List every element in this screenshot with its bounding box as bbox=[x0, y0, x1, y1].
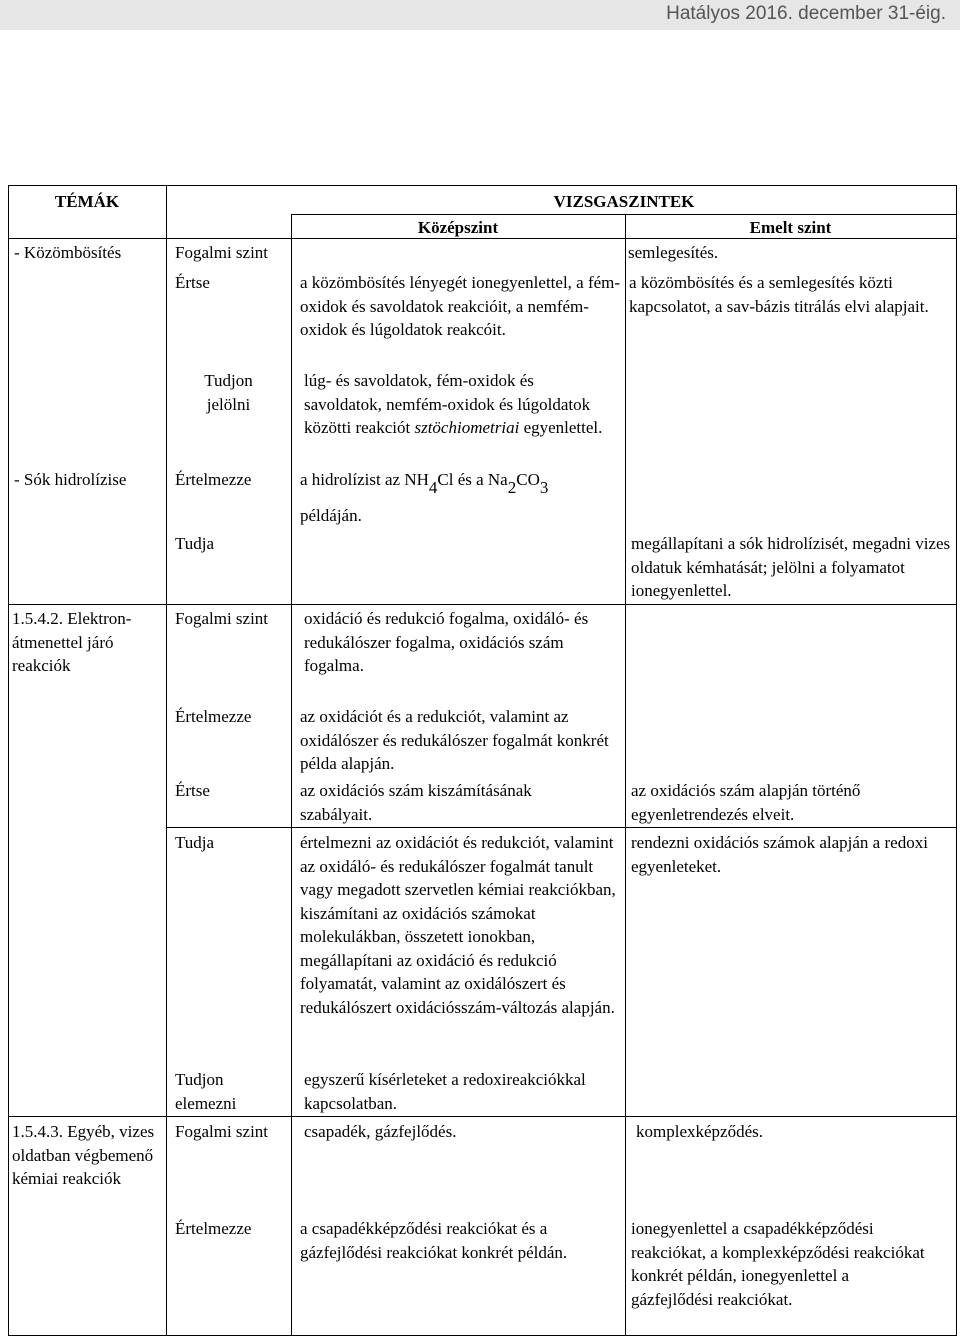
grid-line-kozep bbox=[625, 215, 626, 1336]
kozep-hidrolizis-ertelmezze bbox=[300, 468, 622, 497]
formula-text-b: Cl és a Na bbox=[437, 470, 508, 489]
validity-text: Hatályos 2016. december 31-éig. bbox=[666, 3, 946, 24]
kozep-elektron-ertse: az oxidációs szám kiszámításának szabályait. bbox=[300, 781, 532, 824]
emelt-elektron-tudja: rendezni oxidációs számok alapján a redoxi egyenleteket. bbox=[631, 833, 928, 876]
level-fogalmi-szint: Fogalmi szint bbox=[175, 243, 269, 262]
grid-line-right bbox=[956, 185, 957, 1336]
emelt-egyeb-ertelmezze: ionegyenlettel a csapadékképződési reakciókat, a komplexképződési reakciókat konkrét példán, ionegyenlettel a gázfejlődési reakciókat. bbox=[631, 1219, 925, 1309]
level-jelolni-word: jelölni bbox=[206, 394, 251, 414]
formula-text-a: a hidrolízist az NH bbox=[300, 470, 429, 489]
tudjon-text-italic: sztöchiometriai bbox=[414, 418, 520, 437]
tudjon-text-a: lúg- és savoldatok, fém-oxidok és savoldatok, nemfém-oxidok és lúgoldatok közötti reakciót bbox=[304, 371, 591, 437]
formula-text-c: CO bbox=[516, 470, 540, 489]
emelt-kozombosites-ertse: a közömbösítés és a semlegesítés közti kapcsolatot, a sav-bázis titrálás elvi alapjait. bbox=[629, 273, 929, 316]
level-ertse: Értse bbox=[175, 273, 210, 292]
grid-line-row-elektron bbox=[8, 604, 957, 605]
level-tudjon-word: Tudjon bbox=[204, 371, 253, 390]
emelt-hidrolizis-tudja: megállapítani a sók hidrolízisét, megadni vizes oldatuk kémhatását; jelölni a folyamatot ionegyenlettel. bbox=[631, 534, 951, 600]
tudjon-text-c: egyenlettel. bbox=[523, 418, 603, 437]
kozep-egyeb-ertelmezze: a csapadékképződési reakciókat és a gázfejlődési reakciókat konkrét példán. bbox=[300, 1219, 568, 1262]
header-temak: TÉMÁK bbox=[54, 192, 120, 211]
formula-sub-2: 2 bbox=[507, 478, 517, 497]
kozep-hidrolizis-peldajan: példáján. bbox=[300, 506, 362, 525]
grid-line-top bbox=[8, 185, 957, 186]
emelt-elektron-ertse: az oxidációs szám alapján történő egyenletrendezés elveit. bbox=[631, 781, 861, 824]
emelt-semlegesites: semlegesítés. bbox=[628, 243, 719, 262]
topic-egyeb-reakciok: 1.5.4.3. Egyéb, vizes oldatban végbemenő kémiai reakciók bbox=[12, 1122, 155, 1188]
grid-line-row-tudja bbox=[166, 827, 957, 828]
formula-sub-4: 4 bbox=[428, 478, 438, 497]
kozep-elektron-fogalmi: oxidáció és redukció fogalma, oxidáló- és redukálószer fogalma, oxidációs szám fogalma. bbox=[304, 609, 589, 675]
level-ertelmezze-hidrolizis: Értelmezze bbox=[175, 470, 252, 489]
validity-banner bbox=[0, 0, 960, 30]
kozep-elektron-tudjon: egyszerű kísérleteket a redoxireakciókkal kapcsolatban. bbox=[304, 1070, 586, 1113]
header-emelt-szint: Emelt szint bbox=[749, 218, 832, 237]
level-tudja-elektron: Tudja bbox=[175, 833, 215, 852]
level-fogalmi-egyeb: Fogalmi szint bbox=[175, 1122, 269, 1141]
level-tudjon-jelolni bbox=[166, 369, 291, 416]
level-tudjon-elemezni: Tudjon elemezni bbox=[175, 1070, 237, 1113]
header-kozepszint: Középszint bbox=[417, 218, 499, 237]
grid-line-vizsga bbox=[291, 214, 957, 215]
topic-kozombosites: - Közömbösítés bbox=[14, 243, 122, 262]
kozep-elektron-ertelmezze: az oxidációt és a redukciót, valamint az oxidálószer és redukálószer fogalmát konkrét példa alapján. bbox=[300, 707, 609, 773]
formula-sub-3: 3 bbox=[539, 478, 549, 497]
grid-line-level bbox=[291, 215, 292, 1336]
emelt-egyeb-fogalmi: komplexképződés. bbox=[636, 1122, 763, 1141]
kozep-kozombosites-ertse: a közömbösítés lényegét ionegyenlettel, a fém-oxidok és savoldatok reakcióit, a nemfém-oxidok és lúgoldatok reakcóit. bbox=[300, 273, 621, 339]
header-vizsgaszintek: VIZSGASZINTEK bbox=[553, 192, 695, 211]
grid-line-left bbox=[8, 185, 9, 1336]
level-ertse-elektron: Értse bbox=[175, 781, 210, 800]
level-tudja-hidrolizis: Tudja bbox=[175, 534, 215, 553]
topic-sok-hidrolizise: - Sók hidrolízise bbox=[14, 470, 127, 489]
grid-line-row-egyeb bbox=[8, 1116, 957, 1117]
level-ertelmezze-elektron: Értelmezze bbox=[175, 707, 252, 726]
kozep-elektron-tudja: értelmezni az oxidációt és redukciót, valamint az oxidáló- és redukálószer fogalmát tanult vagy megadott szervetlen kémiai reakciókban, kiszámítani az oxidációs számokat molekulákban, összetett ionokban, megállapítani az oxidáció és redukció folyamatát, valamint az oxidálószert és redukálószert oxidációsszám-változás alapján. bbox=[300, 833, 616, 1017]
kozep-egyeb-fogalmi: csapadék, gázfejlődés. bbox=[304, 1122, 457, 1141]
kozep-kozombosites-tudjon bbox=[304, 369, 604, 440]
level-ertelmezze-egyeb: Értelmezze bbox=[175, 1219, 252, 1238]
grid-line-temak bbox=[166, 185, 167, 1336]
level-fogalmi-elektron: Fogalmi szint bbox=[175, 609, 269, 628]
topic-elektronatmenet: 1.5.4.2. Elektron-átmenettel járó reakciók bbox=[12, 609, 132, 675]
